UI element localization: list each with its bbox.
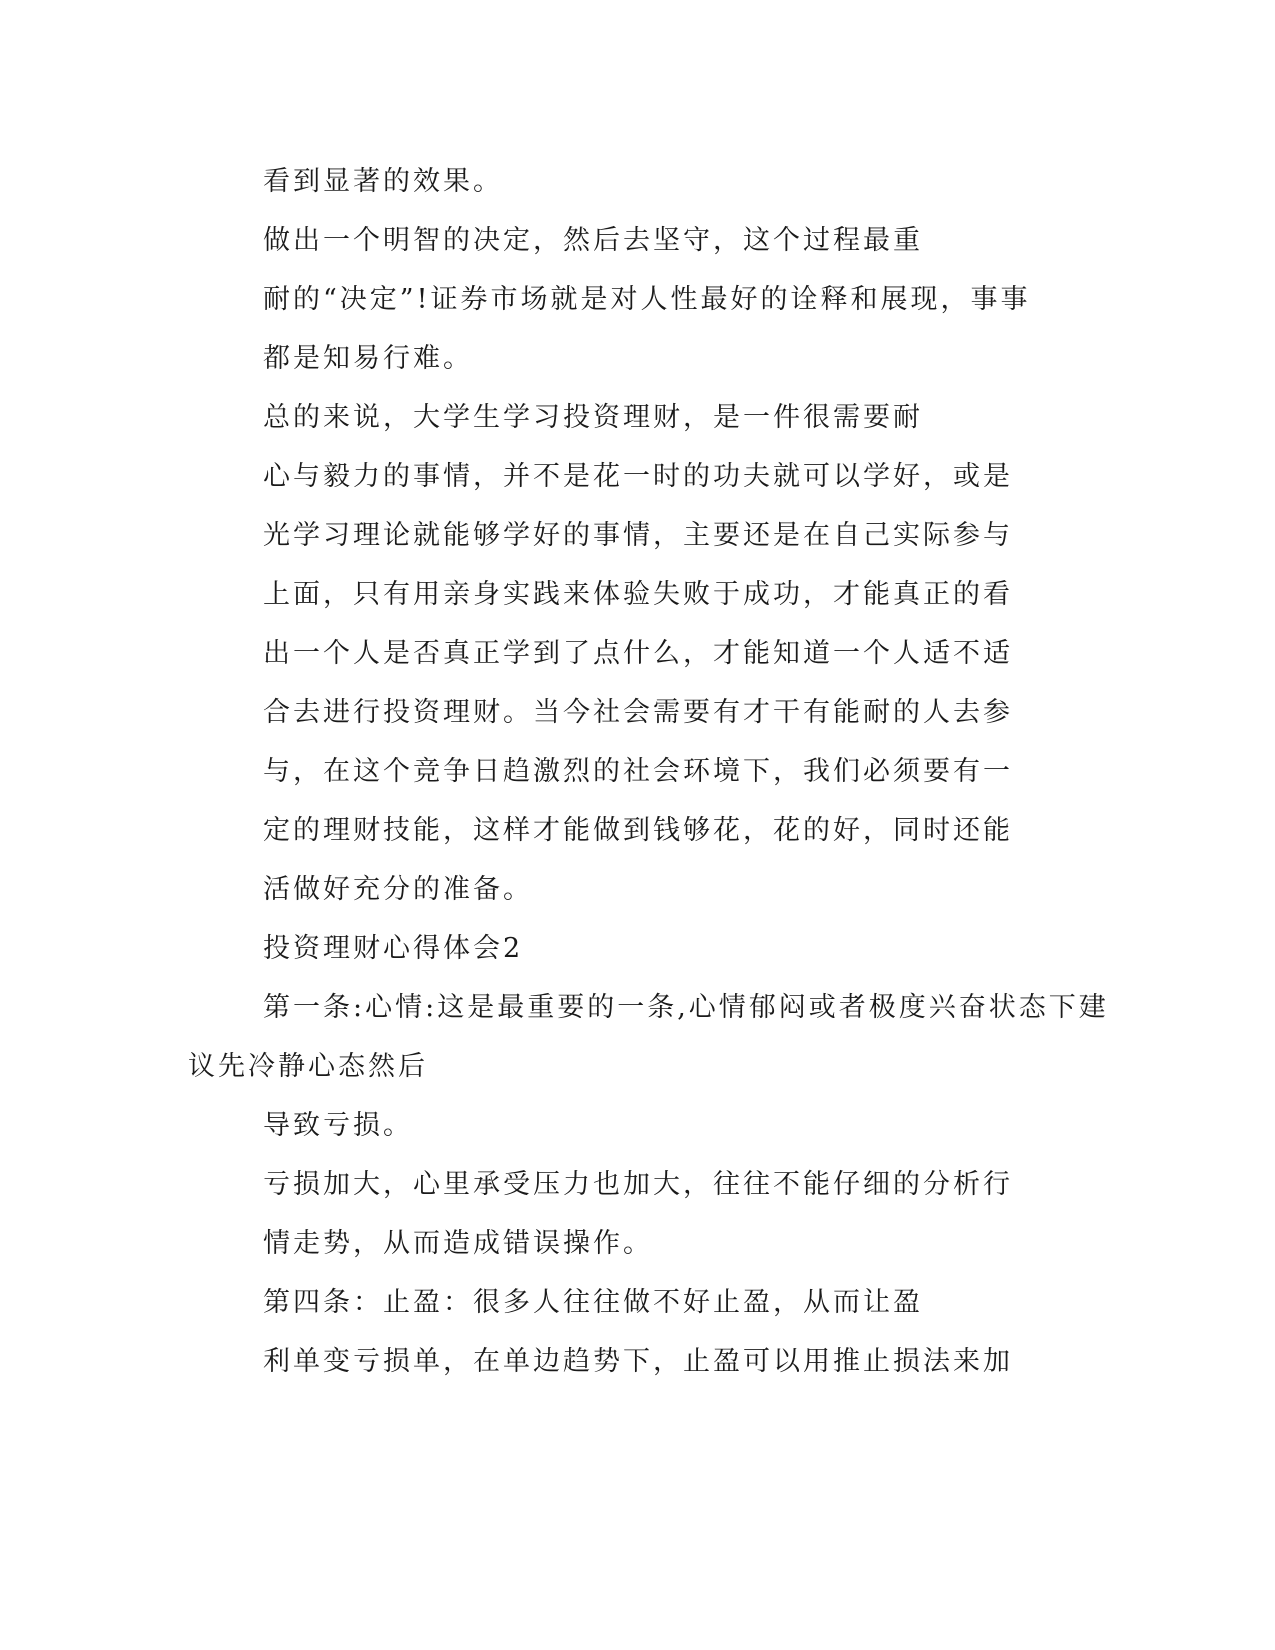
text-line: 看到显著的效果。 bbox=[263, 166, 503, 197]
text-line: 亏损加大，心里承受压力也加大，往往不能仔细的分析行 bbox=[263, 1169, 1013, 1200]
text-line: 第一条:心情:这是最重要的一条,心情郁闷或者极度兴奋状态下建 bbox=[263, 992, 1109, 1023]
text-line: 第四条：止盈：很多人往往做不好止盈，从而让盈 bbox=[263, 1287, 923, 1318]
text-line: 活做好充分的准备。 bbox=[263, 874, 533, 905]
text-line: 合去进行投资理财。当今社会需要有才干有能耐的人去参 bbox=[263, 697, 1013, 728]
text-line: 与，在这个竞争日趋激烈的社会环境下，我们必须要有一 bbox=[263, 756, 1013, 787]
text-line: 议先冷静心态然后 bbox=[188, 1051, 428, 1082]
text-line: 出一个人是否真正学到了点什么，才能知道一个人适不适 bbox=[263, 638, 1013, 669]
text-line: 做出一个明智的决定，然后去坚守，这个过程最重 bbox=[263, 225, 923, 256]
text-line: 利单变亏损单，在单边趋势下，止盈可以用推止损法来加 bbox=[263, 1346, 1013, 1377]
text-line: 导致亏损。 bbox=[263, 1110, 413, 1141]
text-line: 光学习理论就能够学好的事情，主要还是在自己实际参与 bbox=[263, 520, 1013, 551]
text-line: 都是知易行难。 bbox=[263, 343, 473, 374]
text-line: 上面，只有用亲身实践来体验失败于成功，才能真正的看 bbox=[263, 579, 1013, 610]
text-line: 耐的“决定”!证券市场就是对人性最好的诠释和展现，事事 bbox=[263, 284, 1031, 315]
text-line: 总的来说，大学生学习投资理财，是一件很需要耐 bbox=[263, 402, 923, 433]
section-heading: 投资理财心得体会2 bbox=[263, 933, 524, 964]
text-line: 定的理财技能，这样才能做到钱够花，花的好，同时还能 bbox=[263, 815, 1013, 846]
text-line: 情走势，从而造成错误操作。 bbox=[263, 1228, 653, 1259]
text-line: 心与毅力的事情，并不是花一时的功夫就可以学好，或是 bbox=[263, 461, 1013, 492]
